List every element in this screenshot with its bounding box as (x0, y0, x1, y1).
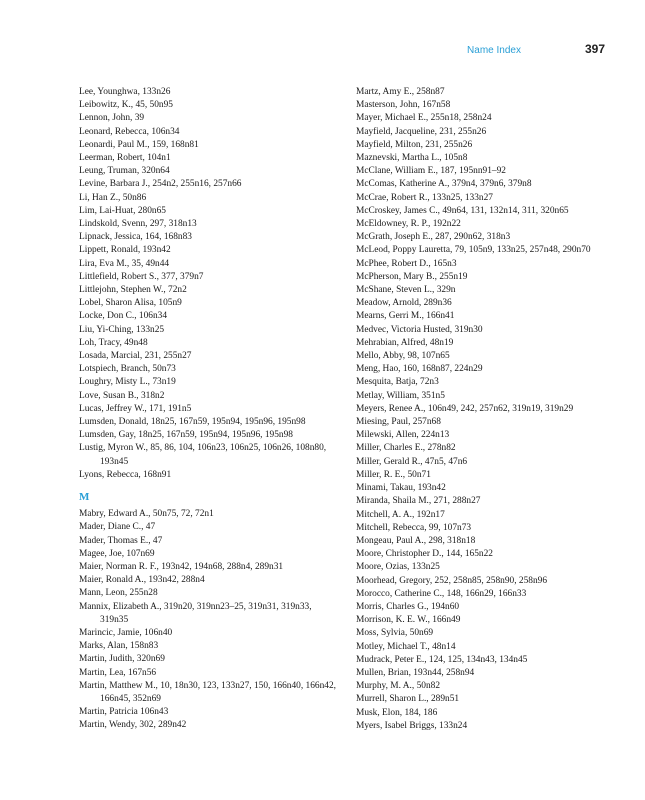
index-entry: Mehrabian, Alfred, 48n19 (356, 337, 454, 348)
index-entry: Miller, R. E., 50n71 (356, 469, 431, 480)
index-entry: Martin, Lea, 167n56 (79, 667, 157, 678)
index-entry: Martz, Amy E., 258n87 (356, 87, 445, 97)
index-entry: Myers, Isabel Briggs, 133n24 (356, 720, 468, 731)
index-entry: Lee, Younghwa, 133n26 (79, 87, 171, 97)
index-entry: Masterson, John, 167n58 (356, 100, 451, 111)
index-entry: Mader, Diane C., 47 (79, 522, 156, 533)
index-entry: Martin, Patricia 106n43 (79, 707, 169, 718)
left-column (79, 86, 341, 733)
index-entry: Loh, Tracy, 49n48 (79, 337, 148, 348)
index-entry: Leonard, Rebecca, 106n34 (79, 126, 180, 137)
index-entry: Liu, Yi-Ching, 133n25 (79, 324, 165, 335)
index-entry: Martin, Judith, 320n69 (79, 654, 165, 665)
index-entry: McEldowney, R. P., 192n22 (356, 219, 461, 230)
index-entry: Mayfield, Milton, 231, 255n26 (356, 139, 473, 150)
index-entry: Moorhead, Gregory, 252, 258n85, 258n90, 258n96 (356, 575, 548, 586)
index-entry: Lustig, Myron W., 85, 86, 104, 106n23, 106n25, 106n26, 108n80, 193n45 (79, 443, 327, 467)
index-entry: McComas, Katherine A., 379n4, 379n6, 379n8 (356, 179, 532, 190)
index-entry: Mongeau, Paul A., 298, 318n18 (356, 535, 476, 546)
index-entry: Maier, Ronald A., 193n42, 288n4 (79, 575, 205, 586)
index-entry: Medvec, Victoria Husted, 319n30 (356, 324, 483, 335)
index-entry: Li, Han Z., 50n86 (79, 192, 147, 203)
letter-heading-m: M (79, 491, 90, 504)
index-entry: Meng, Hao, 160, 168n87, 224n29 (356, 364, 483, 375)
page-number: 397 (584, 42, 605, 56)
index-entry: Martin, Matthew M., 10, 18n30, 123, 133n27, 150, 166n40, 166n42, 166n45, 352n69 (79, 680, 337, 704)
index-entry: Mayer, Michael E., 255n18, 258n24 (356, 113, 492, 124)
index-entry: Miesing, Paul, 257n68 (356, 417, 441, 428)
index-entry: Moss, Sylvia, 50n69 (356, 628, 434, 639)
index-entry: Lennon, John, 39 (79, 113, 145, 124)
index-entry: Morris, Charles G., 194n60 (356, 601, 460, 612)
index-entry: Leonardi, Paul M., 159, 168n81 (79, 139, 199, 150)
index-entry: Mesquita, Batja, 72n3 (356, 377, 439, 388)
index-entry: Leerman, Robert, 104n1 (79, 153, 171, 164)
index-entry: McCrae, Robert R., 133n25, 133n27 (356, 192, 493, 203)
index-entry: Mayfield, Jacqueline, 231, 255n26 (356, 126, 487, 137)
index-entry: Leung, Truman, 320n64 (79, 166, 170, 177)
running-header (467, 42, 605, 56)
index-entry: McShane, Steven L., 329n (356, 285, 456, 296)
index-entry: Love, Susan B., 318n2 (79, 390, 165, 401)
index-entry: Maznevski, Martha L., 105n8 (356, 153, 468, 164)
index-entry: Marincic, Jamie, 106n40 (79, 627, 173, 638)
index-entry: Mello, Abby, 98, 107n65 (356, 351, 450, 362)
index-entry: McLeod, Poppy Lauretta, 79, 105n9, 133n25, 257n48, 290n70 (356, 245, 591, 256)
index-entry: Milewski, Allen, 224n13 (356, 430, 450, 441)
index-entry: Mearns, Gerri M., 166n41 (356, 311, 455, 322)
index-entry: Meadow, Arnold, 289n36 (356, 298, 452, 309)
index-entry: Levine, Barbara J., 254n2, 255n16, 257n66 (79, 179, 242, 190)
index-entry: Mannix, Elizabeth A., 319n20, 319nn23–25, 319n31, 319n33, 319n35 (79, 601, 312, 625)
index-entry: Lipnack, Jessica, 164, 168n83 (79, 232, 192, 243)
index-entry: Martin, Wendy, 302, 289n42 (79, 720, 187, 731)
index-entry: Murrell, Sharon L., 289n51 (356, 694, 460, 705)
index-entry: Moore, Ozias, 133n25 (356, 562, 440, 573)
index-entry: Metlay, William, 351n5 (356, 390, 445, 401)
right-column (356, 86, 624, 733)
index-entry: Marks, Alan, 158n83 (79, 641, 159, 652)
index-entry: Mabry, Edward A., 50n75, 72, 72n1 (79, 509, 214, 520)
index-entry: Miranda, Shaila M., 271, 288n27 (356, 496, 481, 507)
entry-list-m (79, 508, 341, 732)
index-entry: Mullen, Brian, 193n44, 258n94 (356, 667, 475, 678)
index-entry: Leibowitz, K., 45, 50n95 (79, 100, 173, 111)
index-entry: Lumsden, Gay, 18n25, 167n59, 195n94, 195n96, 195n98 (79, 430, 293, 441)
index-entry: Lumsden, Donald, 18n25, 167n59, 195n94, 195n96, 195n98 (79, 417, 306, 428)
index-entry: McClane, William E., 187, 195nn91–92 (356, 166, 506, 177)
index-entry: McCroskey, James C., 49n64, 131, 132n14, 311, 320n65 (356, 205, 569, 216)
index-entry: McPhee, Robert D., 165n3 (356, 258, 457, 269)
index-entry: Mudrack, Peter E., 124, 125, 134n43, 134n45 (356, 654, 528, 665)
index-entry: Miller, Charles E., 278n82 (356, 443, 456, 454)
index-entry: McGrath, Joseph E., 287, 290n62, 318n3 (356, 232, 511, 243)
index-entry: Lippett, Ronald, 193n42 (79, 245, 171, 256)
index-entry: Miller, Gerald R., 47n5, 47n6 (356, 456, 468, 467)
index-entry: Lyons, Rebecca, 168n91 (79, 469, 172, 480)
index-entry: Mann, Leon, 255n28 (79, 588, 158, 599)
index-entry: Morocco, Catherine C., 148, 166n29, 166n33 (356, 588, 527, 599)
index-entry: Mader, Thomas E., 47 (79, 535, 163, 546)
index-entry: Lotspiech, Branch, 50n73 (79, 364, 176, 375)
index-entry: Mitchell, A. A., 192n17 (356, 509, 445, 520)
index-entry: Lucas, Jeffrey W., 171, 191n5 (79, 403, 192, 414)
index-entry: Motley, Michael T., 48n14 (356, 641, 456, 652)
index-entry: Maier, Norman R. F., 193n42, 194n68, 288n4, 289n31 (79, 561, 284, 572)
index-entry: Locke, Don C., 106n34 (79, 311, 168, 322)
index-entry: Murphy, M. A., 50n82 (356, 681, 441, 692)
entry-list-m-continued (356, 86, 624, 733)
index-entry: Magee, Joe, 107n69 (79, 548, 155, 559)
index-entry: Lindskold, Svenn, 297, 318n13 (79, 219, 197, 230)
index-entry: Minami, Takau, 193n42 (356, 483, 446, 494)
section-title: Name Index (467, 45, 521, 56)
index-entry: Mitchell, Rebecca, 99, 107n73 (356, 522, 472, 533)
index-entry: Lim, Lai-Huat, 280n65 (79, 205, 166, 216)
index-entry: Lobel, Sharon Alisa, 105n9 (79, 298, 182, 309)
index-entry: Moore, Christopher D., 144, 165n22 (356, 549, 493, 560)
index-entry: Lira, Eva M., 35, 49n44 (79, 258, 170, 269)
index-entry: Losada, Marcial, 231, 255n27 (79, 351, 192, 362)
entry-list-l (79, 86, 341, 482)
index-entry: Morrison, K. E. W., 166n49 (356, 615, 461, 626)
index-entry: Littlejohn, Stephen W., 72n2 (79, 285, 187, 296)
index-entry: Littlefield, Robert S., 377, 379n7 (79, 271, 204, 282)
index-entry: McPherson, Mary B., 255n19 (356, 271, 468, 282)
index-entry: Meyers, Renee A., 106n49, 242, 257n62, 319n19, 319n29 (356, 403, 574, 414)
index-entry: Musk, Elon, 184, 186 (356, 707, 438, 718)
index-entry: Loughry, Misty L., 73n19 (79, 377, 176, 388)
